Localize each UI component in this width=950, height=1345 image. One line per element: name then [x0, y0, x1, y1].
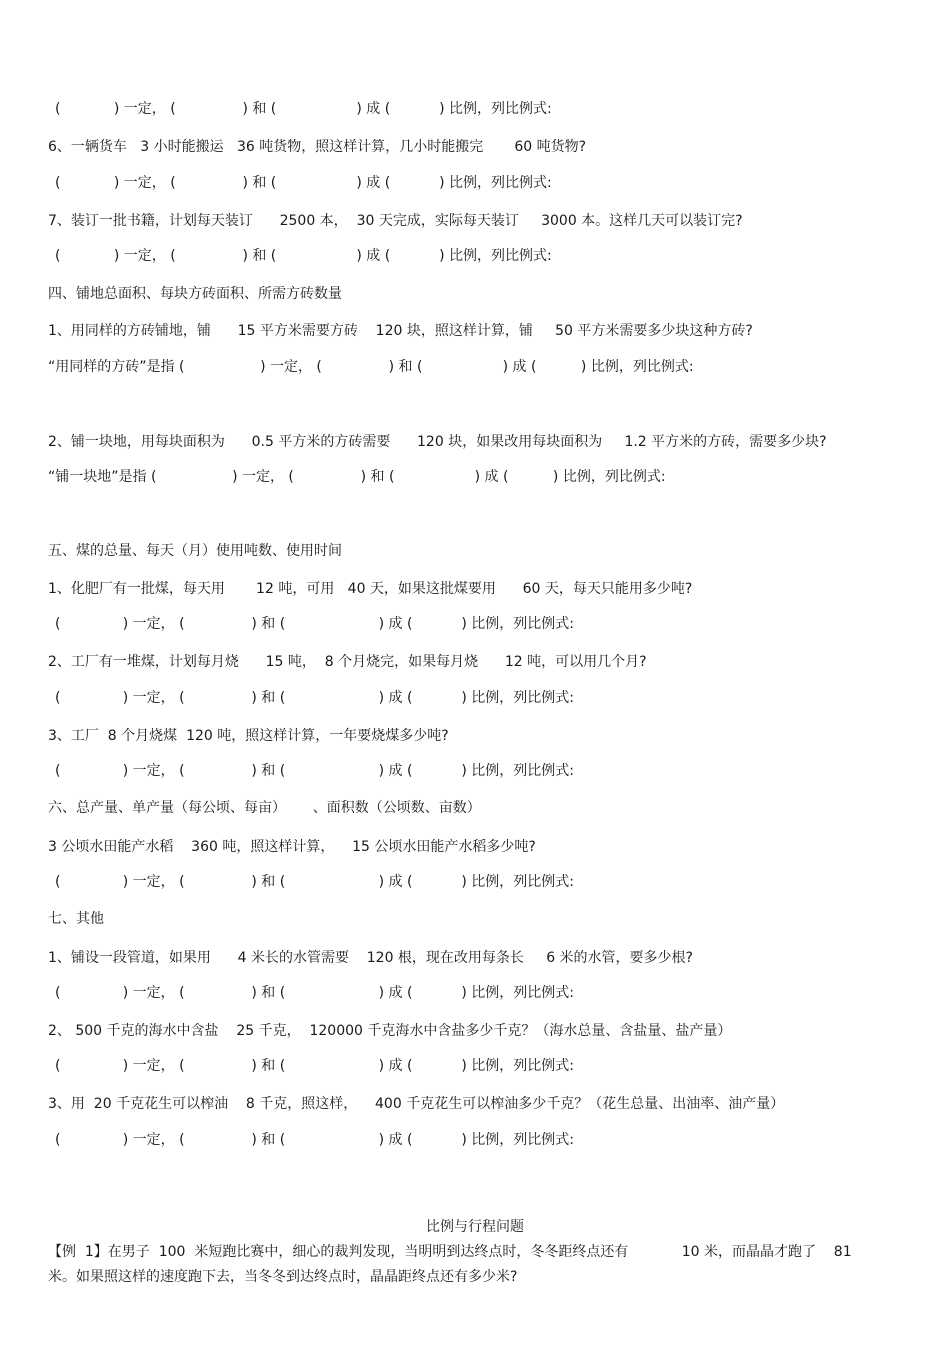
- fill-in-line: ( ) 一定， ( ) 和 ( ) 成 ( ) 比例，列比例式:: [55, 763, 575, 779]
- question-line: 1、铺设一段管道，如果用 4 米长的水管需要 120 根，现在改用每条长 6 米的水管，要多少根?: [48, 950, 693, 966]
- question-line: 1、用同样的方砖铺地，铺 15 平方米需要方砖 120 块，照这样计算，铺 50 平方米需要多少块这种方砖?: [48, 323, 753, 339]
- note-line: “铺一块地”是指 ( ) 一定， ( ) 和 ( ) 成 ( ) 比例，列比例式:: [48, 469, 666, 485]
- example-line: 【例 1】在男子 100 米短跑比赛中，细心的裁判发现，当明明到达终点时，冬冬距终点还有 10 米，而晶晶才跑了 81: [48, 1244, 852, 1260]
- note-line: “用同样的方砖”是指 ( ) 一定， ( ) 和 ( ) 成 ( ) 比例，列比例式:: [48, 359, 694, 375]
- fill-in-line: ( ) 一定， ( ) 和 ( ) 成 ( ) 比例，列比例式:: [55, 1132, 575, 1148]
- question-line: 2、工厂有一堆煤，计划每月烧 15 吨， 8 个月烧完，如果每月烧 12 吨，可以用几个月?: [48, 654, 647, 670]
- section-heading: 四、铺地总面积、每块方砖面积、所需方砖数量: [48, 286, 342, 302]
- section-heading: 七、其他: [48, 911, 104, 927]
- fill-in-line: ( ) 一定， ( ) 和 ( ) 成 ( ) 比例，列比例式:: [55, 874, 575, 890]
- fill-in-line: ( ) 一定， ( ) 和 ( ) 成 ( ) 比例，列比例式:: [55, 248, 552, 264]
- fill-in-line: ( ) 一定， ( ) 和 ( ) 成 ( ) 比例，列比例式:: [55, 1058, 575, 1074]
- section-title: 比例与行程问题: [426, 1219, 524, 1235]
- question-line: 3 公顷水田能产水稻 360 吨，照这样计算， 15 公顷水田能产水稻多少吨?: [48, 839, 536, 855]
- question-line: 6、一辆货车 3 小时能搬运 36 吨货物，照这样计算，几小时能搬完 60 吨货物?: [48, 139, 587, 155]
- section-heading: 六、总产量、单产量（每公顷、每亩） 、面积数（公顷数、亩数）: [48, 800, 481, 816]
- question-line: 2、铺一块地，用每块面积为 0.5 平方米的方砖需要 120 块，如果改用每块面积为 1.2 平方米的方砖，需要多少块?: [48, 434, 827, 450]
- question-line: 3、工厂 8 个月烧煤 120 吨，照这样计算，一年要烧煤多少吨?: [48, 728, 449, 744]
- question-line: 1、化肥厂有一批煤，每天用 12 吨，可用 40 天，如果这批煤要用 60 天，每天只能用多少吨?: [48, 581, 693, 597]
- fill-in-line: ( ) 一定， ( ) 和 ( ) 成 ( ) 比例，列比例式:: [55, 690, 575, 706]
- fill-in-line: ( ) 一定， ( ) 和 ( ) 成 ( ) 比例，列比例式:: [55, 175, 552, 191]
- fill-in-line: ( ) 一定， ( ) 和 ( ) 成 ( ) 比例，列比例式:: [55, 101, 552, 117]
- question-line: 2、 500 千克的海水中含盐 25 千克， 120000 千克海水中含盐多少千克？（海水总量、含盐量、盐产量）: [48, 1023, 732, 1039]
- section-heading: 五、煤的总量、每天（月）使用吨数、使用时间: [48, 543, 342, 559]
- example-line: 米。如果照这样的速度跑下去，当冬冬到达终点时，晶晶距终点还有多少米?: [48, 1269, 518, 1285]
- question-line: 3、用 20 千克花生可以榨油 8 千克，照这样， 400 千克花生可以榨油多少千克？（花生总量、出油率、油产量）: [48, 1096, 785, 1112]
- fill-in-line: ( ) 一定， ( ) 和 ( ) 成 ( ) 比例，列比例式:: [55, 985, 575, 1001]
- question-line: 7、装订一批书籍，计划每天装订 2500 本， 30 天完成，实际每天装订 3000 本。这样几天可以装订完?: [48, 213, 743, 229]
- fill-in-line: ( ) 一定， ( ) 和 ( ) 成 ( ) 比例，列比例式:: [55, 616, 575, 632]
